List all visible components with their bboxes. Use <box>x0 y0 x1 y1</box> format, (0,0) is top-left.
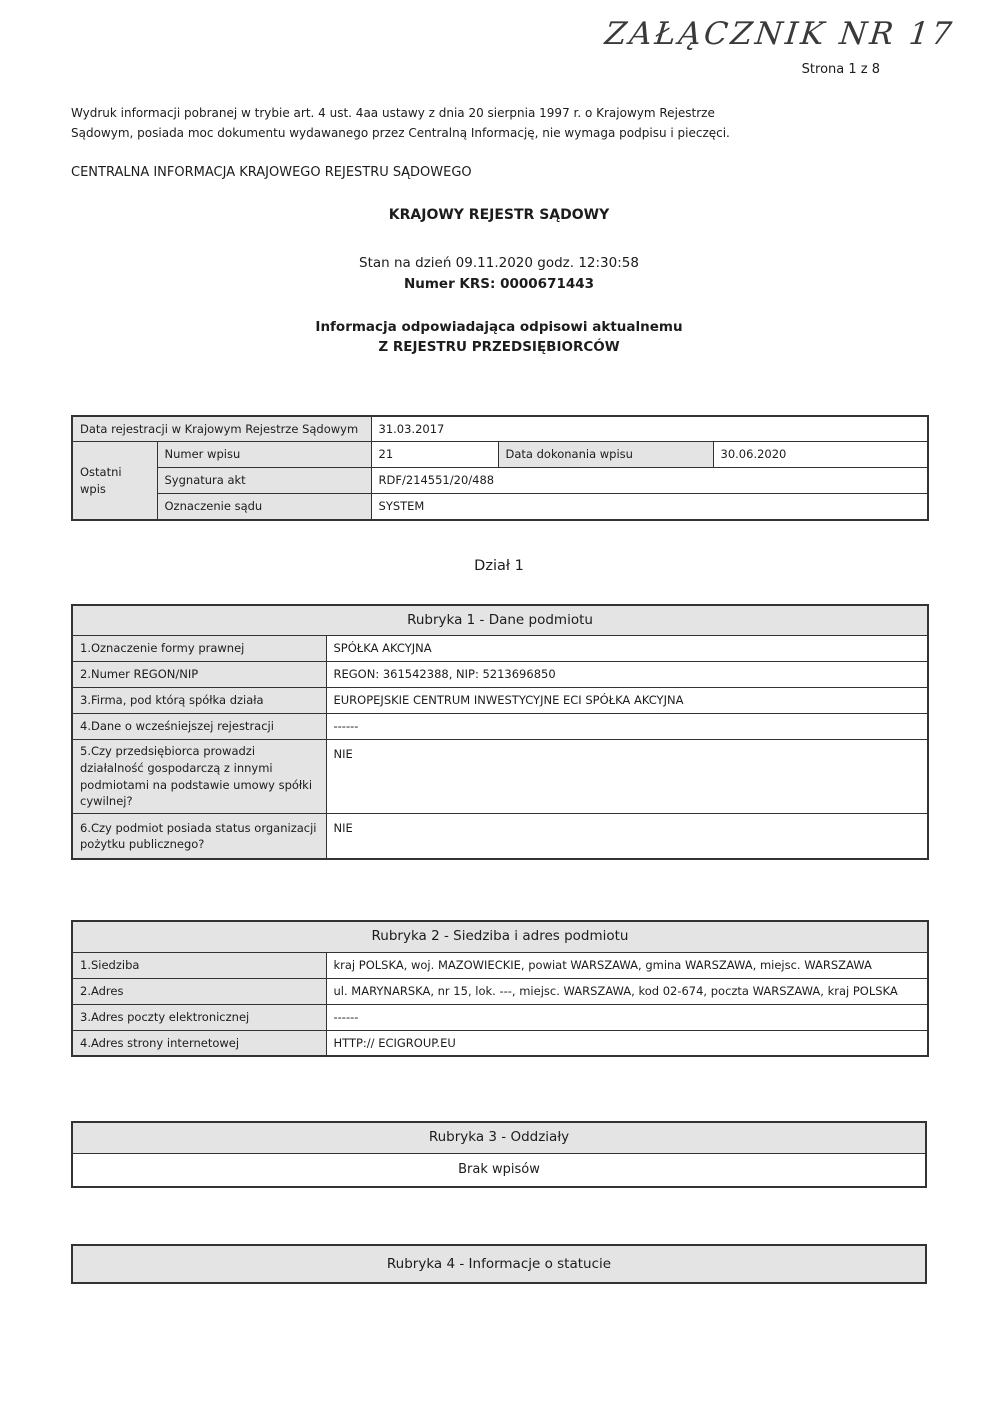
rubryka-2-table <box>71 920 929 1057</box>
table-row <box>72 714 928 740</box>
info-line-2: Z REJESTRU PRZEDSIĘBIORCÓW <box>378 338 620 355</box>
rubryka-1-table <box>71 604 929 861</box>
row-value: ------ <box>326 714 928 740</box>
registry-title: KRAJOWY REJESTR SĄDOWY <box>388 206 610 223</box>
registration-date-label: Data rejestracji w Krajowym Rejestrze Sądowym <box>72 416 371 442</box>
table-row <box>72 740 928 814</box>
table-row <box>72 978 928 1004</box>
table-row <box>72 494 928 520</box>
table-row <box>72 442 928 468</box>
entry-date-value: 30.06.2020 <box>713 442 928 468</box>
entry-date-label: Data dokonania wpisu <box>498 442 713 468</box>
legal-disclaimer: Wydruk informacji pobranej w trybie art. 4 ust. 4aa ustawy z dnia 20 sierpnia 1997 r. o Krajowym Rejestrze Sądowym, posiada moc dokumentu wydawanego przez Centralną Informację, nie wymaga podpisu i pieczęci. <box>71 106 730 141</box>
page-number: Strona 1 z 8 <box>801 62 880 77</box>
table-row <box>72 1004 928 1030</box>
issuer-title: CENTRALNA INFORMACJA KRAJOWEGO REJESTRU SĄDOWEGO <box>71 164 472 180</box>
rubryka-2-header: Rubryka 2 - Siedziba i adres podmiotu <box>72 921 928 952</box>
table-row <box>72 605 928 636</box>
row-label: 5.Czy przedsiębiorca prowadzi działalność gospodarczą z innymi podmiotami na podstawie umowy spółki cywilnej? <box>72 740 326 814</box>
court-designation-value: SYSTEM <box>371 494 928 520</box>
row-label: 6.Czy podmiot posiada status organizacji pożytku publicznego? <box>72 813 326 859</box>
state-date-line: Stan na dzień 09.11.2020 godz. 12:30:58 <box>359 254 639 271</box>
row-label: 1.Siedziba <box>72 952 326 978</box>
case-signature-label: Sygnatura akt <box>157 468 371 494</box>
table-row <box>72 952 928 978</box>
rubryka-1-header: Rubryka 1 - Dane podmiotu <box>72 605 928 636</box>
row-label: 3.Firma, pod którą spółka działa <box>72 688 326 714</box>
entry-number-value: 21 <box>371 442 498 468</box>
row-label: 2.Numer REGON/NIP <box>72 662 326 688</box>
row-value: EUROPEJSKIE CENTRUM INWESTYCYJNE ECI SPÓŁKA AKCYJNA <box>326 688 928 714</box>
registration-date-value: 31.03.2017 <box>371 416 928 442</box>
registration-table <box>71 415 929 521</box>
table-row <box>72 921 928 952</box>
case-signature-value: RDF/214551/20/488 <box>371 468 928 494</box>
table-row <box>72 1153 926 1187</box>
row-label: 4.Dane o wcześniejszej rejestracji <box>72 714 326 740</box>
row-label: 3.Adres poczty elektronicznej <box>72 1004 326 1030</box>
no-entries-label: Brak wpisów <box>72 1153 926 1187</box>
row-value: ------ <box>326 1004 928 1030</box>
row-label: 1.Oznaczenie formy prawnej <box>72 636 326 662</box>
table-row <box>72 1245 926 1283</box>
section-1-title: Dział 1 <box>474 557 524 574</box>
table-row <box>72 813 928 859</box>
table-row <box>72 468 928 494</box>
table-row <box>72 1030 928 1056</box>
row-value: ul. MARYNARSKA, nr 15, lok. ---, miejsc. WARSZAWA, kod 02-674, poczta WARSZAWA, kraj POLSKA <box>326 978 928 1004</box>
rubryka-4-header: Rubryka 4 - Informacje o statucie <box>72 1245 926 1283</box>
row-value: REGON: 361542388, NIP: 5213696850 <box>326 662 928 688</box>
last-entry-label: Ostatni wpis <box>72 442 157 520</box>
rubryka-3-table <box>71 1121 927 1188</box>
court-designation-label: Oznaczenie sądu <box>157 494 371 520</box>
table-row <box>72 662 928 688</box>
table-row <box>72 1122 926 1153</box>
row-label: 2.Adres <box>72 978 326 1004</box>
handwritten-annotation: ZAŁĄCZNIK NR 17 <box>602 16 956 52</box>
info-line-1: Informacja odpowiadająca odpisowi aktualnemu <box>315 318 683 335</box>
row-value: NIE <box>326 740 928 814</box>
row-value: HTTP:// ECIGROUP.EU <box>326 1030 928 1056</box>
row-value: NIE <box>326 813 928 859</box>
table-row <box>72 416 928 442</box>
table-row <box>72 636 928 662</box>
rubryka-4-table <box>71 1244 927 1284</box>
row-value: SPÓŁKA AKCYJNA <box>326 636 928 662</box>
table-row <box>72 688 928 714</box>
entry-number-label: Numer wpisu <box>157 442 371 468</box>
row-label: 4.Adres strony internetowej <box>72 1030 326 1056</box>
row-value: kraj POLSKA, woj. MAZOWIECKIE, powiat WARSZAWA, gmina WARSZAWA, miejsc. WARSZAWA <box>326 952 928 978</box>
krs-number-line: Numer KRS: 0000671443 <box>403 275 595 292</box>
rubryka-3-header: Rubryka 3 - Oddziały <box>72 1122 926 1153</box>
